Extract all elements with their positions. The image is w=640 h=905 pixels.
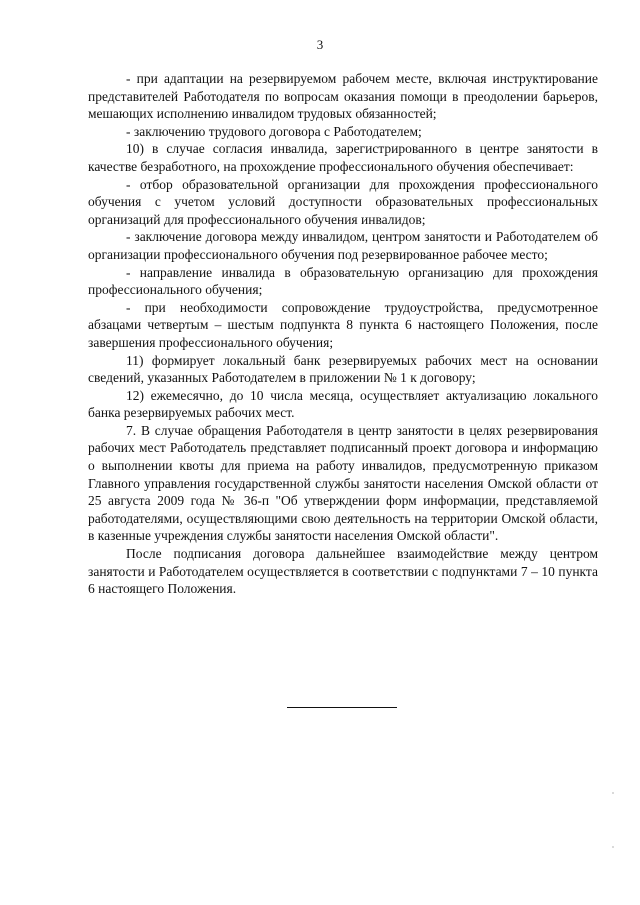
paragraph-selection: - отбор образовательной организации для прохождения профессионального обучения с учетом условий доступности образовательных профессиональных организаций для профессионального обучения инвалидов; [88, 176, 598, 227]
paragraph-referral: - направление инвалида в образовательную организацию для прохождения профессионального обучения; [88, 264, 598, 298]
scan-artifact [612, 792, 614, 794]
paragraph-item-10: 10) в случае согласия инвалида, зарегистрированного в центре занятости в качестве безработного, на прохождение профессионального обучения обеспечивает: [88, 141, 598, 174]
paragraph-support: - при необходимости сопровождение трудоустройства, предусмотренное абзацами четвертым – шестым подпункта 8 пункта 6 настоящего Положения, после завершения профессионального обучения; [88, 299, 598, 350]
paragraph-after-signing: После подписания договора дальнейшее взаимодействие между центром занятости и Работодателем осуществляется в соответствии с подпунктами 7 – 10 пункта 6 настоящего Положения. [88, 546, 598, 597]
scan-artifact [612, 846, 614, 848]
closing-divider [287, 707, 397, 708]
document-body [88, 70, 598, 598]
paragraph-item-11: 11) формирует локальный банк резервируемых рабочих мест на основании сведений, указанных Работодателем в приложении № 1 к договору; [88, 352, 598, 386]
paragraph-adaptation: - при адаптации на резервируемом рабочем месте, включая инструктирование представителей Работодателя по вопросам оказания помощи в преодолении барьеров, мешающих исполнению инвалидом трудовых обязанностей; [88, 71, 598, 122]
paragraph-item-12: 12) ежемесячно, до 10 числа месяца, осуществляет актуализацию локального банка резервируемых рабочих мест. [88, 387, 598, 421]
paragraph-contract-conclusion: - заключение договора между инвалидом, центром занятости и Работодателем об организации профессионального обучения под резервированное рабочее место; [88, 229, 598, 262]
paragraph-labor-contract: - заключению трудового договора с Работодателем; [126, 123, 422, 139]
paragraph-section-7: 7. В случае обращения Работодателя в центр занятости в целях резервирования рабочих мест Работодатель представляет подписанный проект договора и информацию о выполнении квоты для приема на работу инвалидов, предусмотренную приказом Главного управления государственной службы занятости населения Омской области от 25 августа 2009 года № 36-п "Об утверждении форм информации, представляемой работодателями, осуществляющими свою деятельность на территории Омской области, в казенные учреждения службы занятости населения Омской области". [88, 422, 598, 544]
page-number: 3 [316, 37, 324, 52]
